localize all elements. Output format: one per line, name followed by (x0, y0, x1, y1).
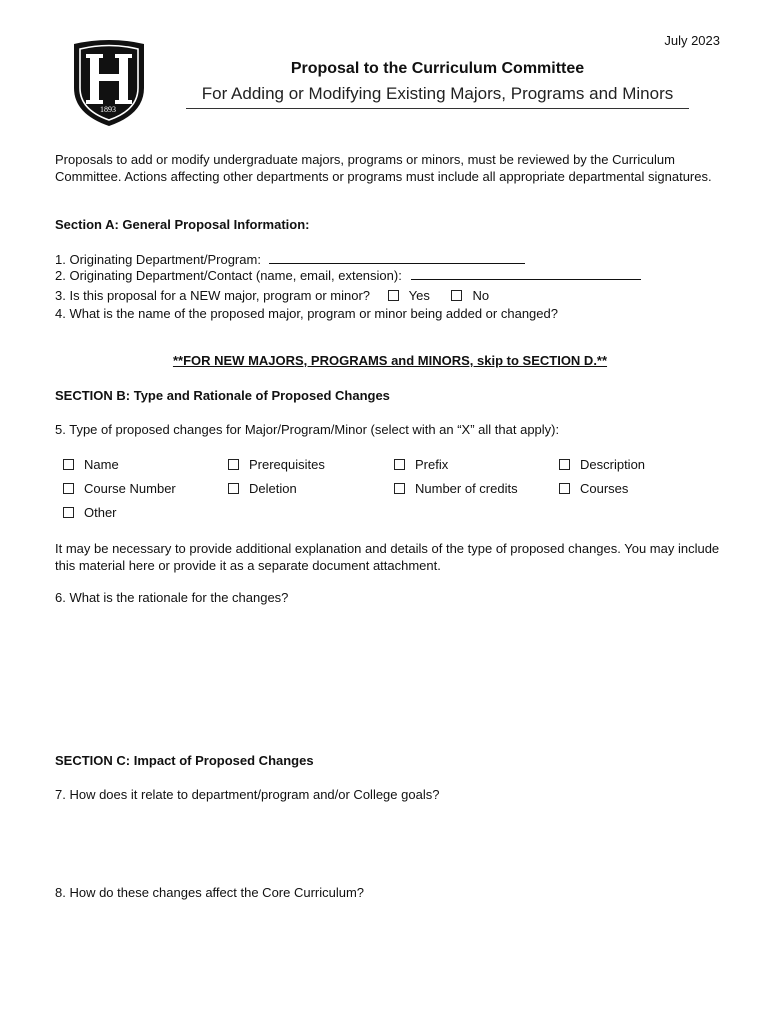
no-checkbox[interactable] (451, 290, 462, 301)
prefix-checkbox[interactable] (394, 459, 405, 470)
option-number-of-credits: Number of credits (394, 481, 518, 496)
option-other: Other (63, 505, 117, 520)
course-number-checkbox[interactable] (63, 483, 74, 494)
question-3 (55, 287, 489, 304)
no-label: No (472, 288, 490, 303)
svg-text:1893: 1893 (100, 105, 116, 114)
contact-field[interactable] (411, 267, 641, 280)
document-date: July 2023 (664, 33, 720, 48)
section-c-heading: SECTION C: Impact of Proposed Changes (55, 753, 314, 768)
question-2 (55, 267, 641, 284)
option-prerequisites: Prerequisites (228, 457, 325, 472)
option-prefix: Prefix (394, 457, 448, 472)
question-8: 8. How do these changes affect the Core Curriculum? (55, 885, 365, 900)
rationale-response-area[interactable] (55, 612, 725, 742)
skip-instruction: **FOR NEW MAJORS, PROGRAMS and MINORS, skip to SECTION D.** (172, 353, 608, 368)
department-program-field[interactable] (269, 251, 525, 264)
deletion-checkbox[interactable] (228, 483, 239, 494)
yes-checkbox[interactable] (388, 290, 399, 301)
goals-response-area[interactable] (55, 808, 725, 878)
other-checkbox[interactable] (63, 507, 74, 518)
yes-label: Yes (408, 288, 430, 303)
title-divider (186, 108, 689, 109)
name-checkbox[interactable] (63, 459, 74, 470)
intro-paragraph: Proposals to add or modify undergraduate majors, programs or minors, must be reviewed by the Curriculum Committee. Actions affecting other departments or programs must include all appropriate departmental signatures. (55, 152, 712, 184)
courses-checkbox[interactable] (559, 483, 570, 494)
option-courses: Courses (559, 481, 628, 496)
option-deletion: Deletion (228, 481, 297, 496)
core-curriculum-response-area[interactable] (55, 906, 725, 1006)
question-5: 5. Type of proposed changes for Major/Program/Minor (select with an “X” all that apply): (55, 422, 560, 437)
question-3-label: 3. Is this proposal for a NEW major, program or minor? (55, 288, 371, 303)
college-shield-logo (70, 38, 148, 128)
question-7: 7. How does it relate to department/program and/or College goals? (55, 787, 440, 802)
prerequisites-checkbox[interactable] (228, 459, 239, 470)
option-description: Description (559, 457, 645, 472)
number-of-credits-checkbox[interactable] (394, 483, 405, 494)
question-6: 6. What is the rationale for the changes? (55, 590, 289, 605)
question-4: 4. What is the name of the proposed major, program or minor being added or changed? (55, 306, 558, 321)
option-course-number: Course Number (63, 481, 176, 496)
section-b-heading: SECTION B: Type and Rationale of Proposed Changes (55, 388, 390, 403)
question-1 (55, 251, 525, 268)
form-subtitle: For Adding or Modifying Existing Majors, Programs and Minors (201, 84, 674, 103)
section-a-heading: Section A: General Proposal Information: (55, 217, 310, 232)
option-name: Name (63, 457, 119, 472)
question-1-label: 1. Originating Department/Program: (55, 252, 261, 267)
form-title: Proposal to the Curriculum Committee (290, 60, 585, 77)
question-2-label: 2. Originating Department/Contact (name, email, extension): (55, 268, 402, 283)
description-checkbox[interactable] (559, 459, 570, 470)
explanation-paragraph: It may be necessary to provide additional explanation and details of the type of proposed changes. You may include this material here or provide it as a separate document attachment. (55, 541, 720, 573)
